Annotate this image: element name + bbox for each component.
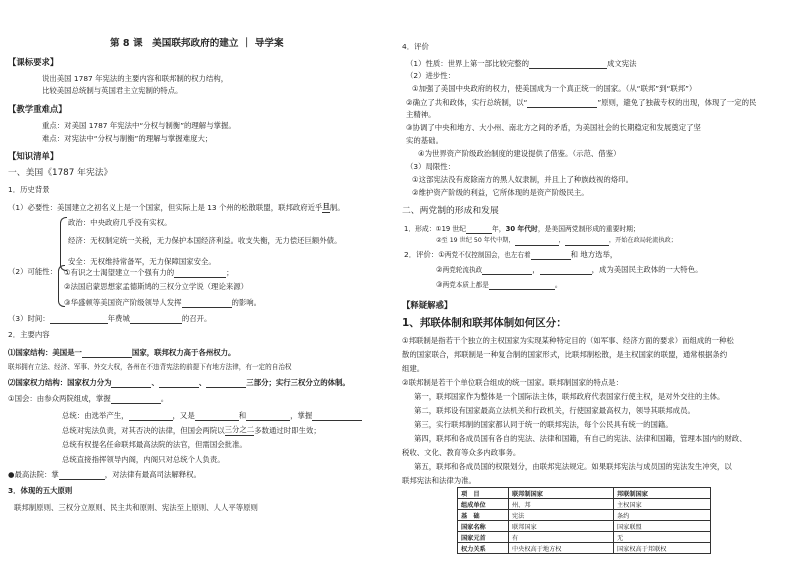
- table-header-row: [458, 488, 711, 499]
- president-cabinet-line: 总统直接指挥领导内阁，内阁只对总统个人负责。: [62, 455, 225, 464]
- brace-necessity: [60, 217, 67, 271]
- tag-keypoints: 【教学重难点】: [8, 104, 67, 114]
- power-structure-line: ⑵国家权力结构：国家权力分为 、 、 三部分；实行三权分立的体制。: [8, 378, 350, 387]
- federation-point-4-cont: 税收、文化、教育等众多内政事务。: [402, 448, 521, 457]
- tag-curriculum: 【课标要求】: [8, 57, 59, 67]
- table-cell: 州、邦: [509, 499, 614, 510]
- federation-point-2: 第二，联邦设有国家最高立法机关和行政机关，行使国家最高权力，领导其联邦成员。: [414, 406, 695, 415]
- president-line: 总统：由选举产生， ，又是 和 ，掌握: [62, 410, 362, 421]
- table-row: [458, 521, 711, 532]
- time-line: （3）时间： 年费城 的召开。: [8, 314, 212, 323]
- table-cell: 国家名称: [458, 521, 509, 532]
- subheading-principles: 3．体现的五大原则: [8, 486, 73, 495]
- table-cell: 国家权高于邦联权: [614, 543, 711, 554]
- requirement-line-2: 比较美国总统制与英国君主立宪制的特点。: [42, 86, 183, 95]
- evaluation-line-2: ②两党轮流执政 ， ，成为美国民主政体的一大特色。: [436, 265, 703, 274]
- federation-point-5-cont: 联邦宪法和法律为准。: [402, 476, 476, 485]
- federation-point-4: 第四，联邦和各成员国有各自的宪法、法律和国籍，有自己的宪法、法律和国籍，管理本国内的财政、: [414, 434, 747, 443]
- table-cell: 条约: [614, 510, 711, 521]
- table-cell: 基 础: [458, 510, 509, 521]
- section-heading-1: 一、美国《1787 年宪法》: [8, 168, 113, 178]
- progress-2-cont: 主精神。: [406, 110, 436, 119]
- keypoint-line-1: 重点：对美国 1787 年宪法中“分权与制衡”的理解与掌握。: [42, 121, 236, 130]
- progress-4: ④为世界资产阶级政治制度的建设提供了借鉴。（示范、借鉴）: [418, 149, 621, 158]
- possibility-2: ②法国启蒙思想家孟德斯鸠的三权分立学说（理论来源）: [64, 282, 249, 291]
- federation-point-1: 第一，联邦国家作为整体是一个国际法主体，联邦政府代表国家行使主权，是对外交往的主体。: [414, 392, 725, 401]
- president-veto-line: 总统对宪法负责，对其否决的法律，但国会两院以三分之二多数通过时即生效；: [62, 425, 321, 435]
- congress-line: ①国会：由参众两院组成，掌握 。: [8, 394, 169, 403]
- table-cell: 有: [509, 532, 614, 543]
- table-header-cell: 项 目: [458, 488, 509, 499]
- federation-point-3: 第三，实行联邦制的国家都认同于统一的联邦宪法，每个公民具有统一的国籍。: [414, 420, 673, 429]
- evaluation-line-1: 2．评价：①两党不仅控制国会，也左右着 和 地方选举，: [404, 250, 618, 259]
- necessity-economy: 经济：无权制定统一关税，无力保护本国经济利益。收支失衡，无力偿还巨额外债。: [68, 236, 342, 245]
- confederation-line-1: ①邦联制是指若干个独立的主权国家为实现某种特定目的（如军事、经济方面的要求）而组成的一种松: [402, 336, 734, 345]
- table-cell: 组成单位: [458, 499, 509, 510]
- tag-clarification: 【释疑解惑】: [402, 300, 453, 310]
- subheading-background: 1．历史背景: [8, 185, 50, 194]
- state-structure-line: ⑴国家结构：美国是一 国家，联邦权力高于各州权力。: [8, 348, 236, 357]
- limitation-1: ①这部宪法没有废除南方的黑人奴隶制，并且上了种族歧视的烙印。: [412, 175, 633, 184]
- necessity-politics: 政治：中央政府几乎没有实权。: [68, 218, 172, 227]
- subheading-evaluation: 4．评价: [402, 42, 429, 51]
- table-row: [458, 499, 711, 510]
- progress-2: ②确立了共和政体，实行总统制，以“ ”原则，避免了独裁专权的出现，体现了一定的民: [406, 98, 757, 107]
- table-header-cell: 邦联制国家: [614, 488, 711, 499]
- subheading-content: 2．主要内容: [8, 330, 50, 339]
- federation-point-5: 第五，联邦和各成员国的权限划分，由联邦宪法规定。如果联邦宪法与成员国的宪法发生冲突，以: [414, 462, 732, 471]
- table-row: [458, 543, 711, 554]
- table-cell: 无: [614, 532, 711, 543]
- comparison-table: [457, 487, 711, 554]
- requirement-line-1: 说出美国 1787 年宪法的主要内容和联邦制的权力结构，: [42, 74, 229, 83]
- necessity-line: （1）必要性：美国建立之初名义上是一个国家，但实际上是 13 个州的松散联盟，联邦政府近乎旦制。: [8, 202, 345, 212]
- formation-line-2: ②至 19 世纪 50 年代中期， ， ，开始在政局轮流执政；: [436, 237, 677, 244]
- table-cell: 权力关系: [458, 543, 509, 554]
- table-cell: 国家元首: [458, 532, 509, 543]
- table-cell: 主权国家: [614, 499, 711, 510]
- progress-3: ③协调了中央和地方、大小州、南北方之间的矛盾，为美国社会的长期稳定和发展奠定了坚: [406, 123, 701, 132]
- possibility-1: ①有识之士渴望建立一个强有力的 ；: [64, 268, 234, 277]
- table-header-cell: 联邦制国家: [509, 488, 614, 499]
- president-appoint-line: 总统有权提名任命联邦最高法院的法官，但需国会批准。: [62, 440, 247, 449]
- progress-3-cont: 实的基础。: [406, 136, 443, 145]
- question-heading: 1、邦联体制和联邦体制如何区分：: [402, 317, 567, 329]
- table-row: [458, 510, 711, 521]
- confederation-line-2: 散的国家联合，邦联制是一种复合制的国家形式，比联邦制松散，是主权国家的联盟，通常根据条约: [402, 350, 728, 359]
- possibility-3: ③华盛顿等美国资产阶级领导人发挥 的影响。: [64, 298, 262, 307]
- progress-1: ①加强了美国中央政府的权力，使美国成为一个真正统一的国家。（从“联邦”到“联邦”）: [412, 84, 697, 93]
- formation-line-1: 1．形成：①19 世纪 年，30 年代时，是美国两党制形成的重要时期；: [404, 225, 640, 233]
- necessity-security: 安全：无权维持常备军，无力保障国家安全。: [68, 257, 216, 266]
- page-title: 第 8 课 美国联邦政府的建立 ｜ 导学案: [110, 38, 284, 49]
- tag-knowledge: 【知识清单】: [8, 151, 59, 161]
- evaluation-line-3: ③两党本质上都是 。: [436, 280, 563, 289]
- federal-powers-line: 联邦拥有立法、经济、军事、外交大权，各州在不违背宪法的前提下有地方法律，有一定的自治权: [8, 363, 292, 371]
- limitation-2: ②维护资产阶级的利益，它所体现的是资产阶级民主。: [412, 188, 589, 197]
- principles-line: 联邦制原则、三权分立原则、民主共和原则、宪法至上原则、人人平等原则: [14, 503, 258, 512]
- table-cell: 中央权高于地方权: [509, 543, 614, 554]
- table-cell: 宪法: [509, 510, 614, 521]
- table-row: [458, 532, 711, 543]
- nature-line: （1）性质：世界上第一部比较完整的 成文宪法: [406, 59, 637, 68]
- federation-intro: ②联邦制是若干个单位联合组成的统一国家。联邦制国家的特点是：: [402, 378, 623, 387]
- keypoint-line-2: 难点：对宪法中“分权与制衡”的理解与掌握难度大；: [42, 134, 213, 143]
- section-heading-2: 二、两党制的形成和发展: [402, 206, 499, 216]
- possibility-label: （2）可能性：: [8, 267, 58, 276]
- table-cell: 联邦国家: [509, 521, 614, 532]
- supreme-court-line: ●最高法院：掌 ，对法律有最高司法解释权。: [8, 470, 201, 479]
- confederation-line-3: 组建。: [402, 364, 425, 373]
- limitation-label: （3）局限性：: [406, 162, 456, 171]
- table-cell: 国家联盟: [614, 521, 711, 532]
- progress-label: （2）进步性：: [406, 71, 456, 80]
